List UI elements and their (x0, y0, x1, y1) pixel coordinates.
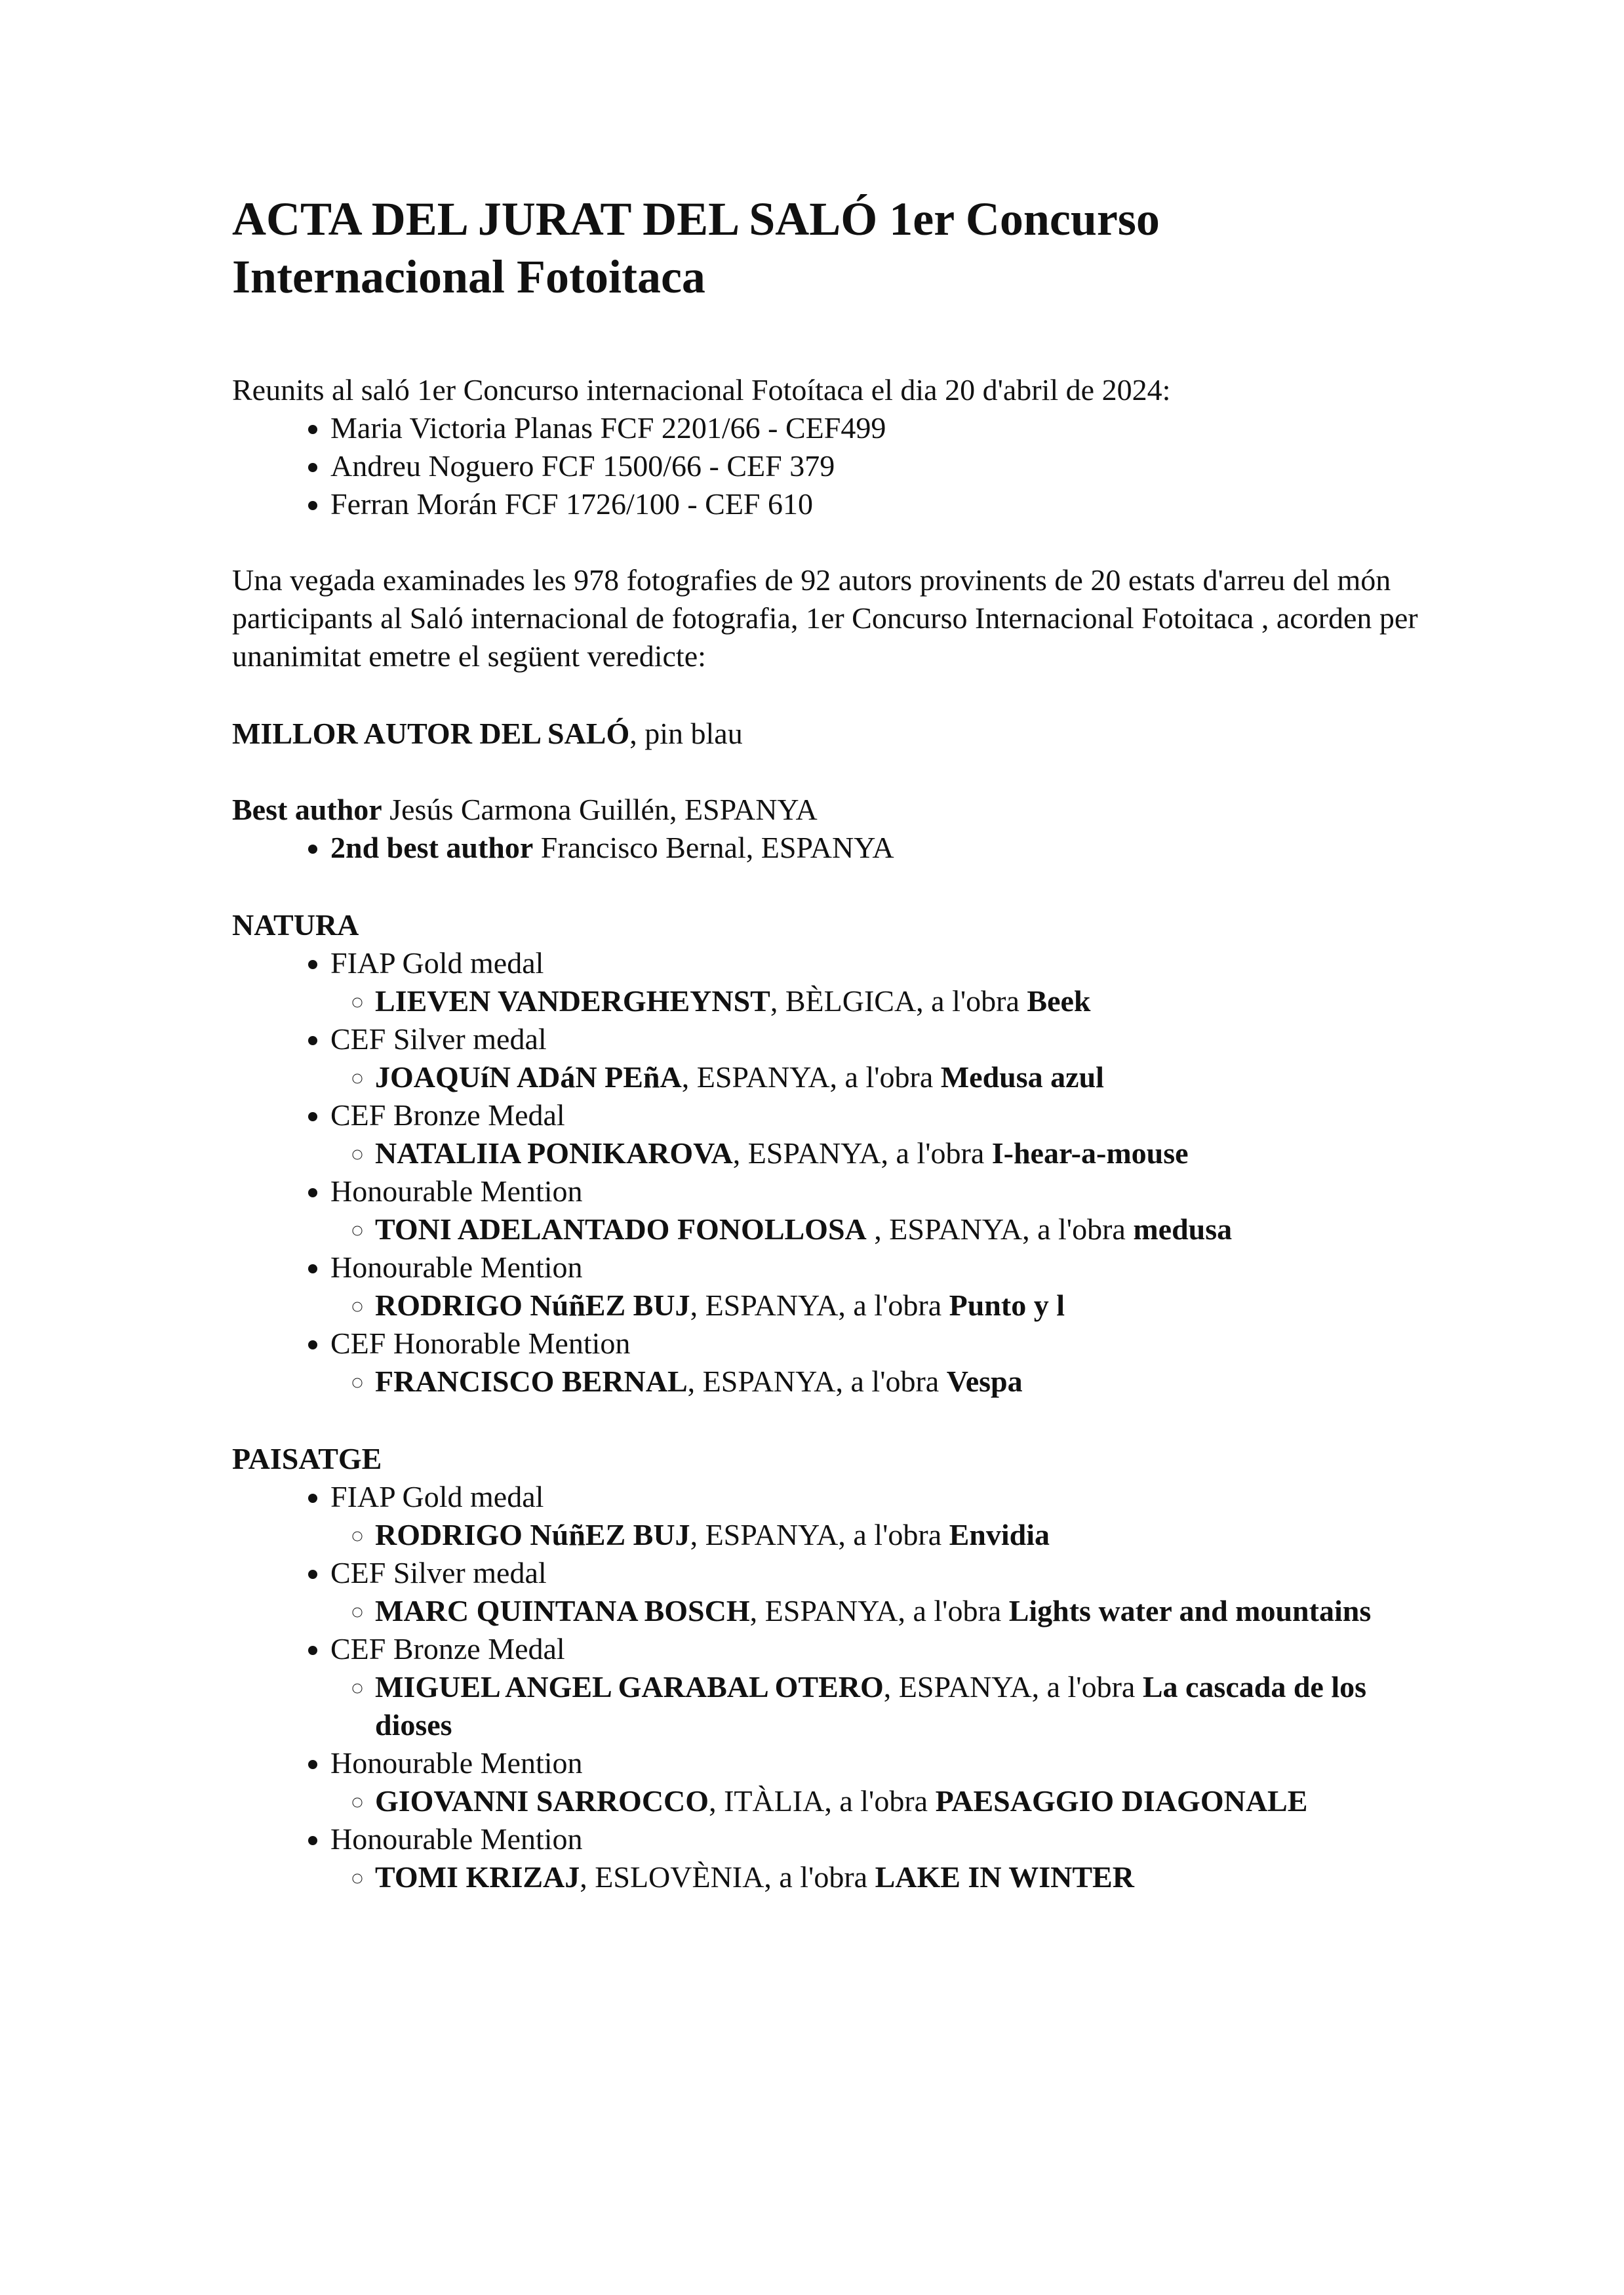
award-list (232, 944, 1438, 1401)
winner-list (330, 1592, 1438, 1630)
award-category: Honourable Mention (330, 1174, 583, 1208)
winner-country: , ESPANYA, a l'obra (866, 1212, 1134, 1246)
award-item (330, 1020, 1438, 1096)
winner-entry (375, 1363, 1438, 1401)
award-sections (232, 906, 1438, 1896)
award-list (232, 1478, 1438, 1896)
award-item (330, 1820, 1438, 1896)
winner-country: , BÈLGICA, a l'obra (770, 984, 1027, 1018)
best-author-line (232, 791, 1438, 829)
winner-entry (375, 1668, 1438, 1744)
jury-list (232, 409, 1438, 523)
winner-entry (375, 982, 1438, 1020)
winner-country: , ESPANYA, a l'obra (687, 1365, 947, 1398)
winner-work-title: Beek (1027, 984, 1091, 1018)
best-author-label: Best author (232, 793, 382, 826)
award-item (330, 1478, 1438, 1554)
winner-entry (375, 1134, 1438, 1172)
winner-author: RODRIGO NúñEZ BUJ (375, 1288, 690, 1322)
winner-author: MIGUEL ANGEL GARABAL OTERO (375, 1670, 884, 1704)
winner-author: TONI ADELANTADO FONOLLOSA (375, 1212, 867, 1246)
winner-work-title: Envidia (949, 1518, 1050, 1551)
award-category: Honourable Mention (330, 1746, 583, 1780)
winner-author: JOAQUíN ADáN PEñA (375, 1060, 682, 1094)
section-title: PAISATGE (232, 1442, 382, 1475)
winner-list (330, 1058, 1438, 1096)
best-author-heading-bold: MILLOR AUTOR DEL SALÓ (232, 717, 630, 750)
winner-country: , ESPANYA, a l'obra (732, 1136, 992, 1170)
examination-paragraph: Una vegada examinades les 978 fotografies de 92 autors provinents de 20 estats d'arreu del món participants al Saló internacional de fotografia, 1er Concurso Internacional Fotoitaca , acorden per unanimitat emetre el següent veredicte: (232, 563, 1418, 673)
winner-entry (375, 1058, 1438, 1096)
award-item (330, 1248, 1438, 1325)
winner-entry (375, 1210, 1438, 1248)
second-author-line (330, 829, 1438, 867)
winner-list (330, 1516, 1438, 1554)
award-item (330, 1554, 1438, 1630)
award-item (330, 1744, 1438, 1820)
document-title: ACTA DEL JURAT DEL SALÓ 1er Concurso Internacional Fotoitaca (232, 193, 1160, 303)
award-category: FIAP Gold medal (330, 946, 544, 980)
best-author-heading (232, 715, 1438, 753)
document-content (232, 190, 1438, 1896)
winner-work-title: PAESAGGIO DIAGONALE (935, 1784, 1308, 1818)
winner-author: TOMI KRIZAJ (375, 1860, 580, 1894)
winner-author: LIEVEN VANDERGHEYNST (375, 984, 770, 1018)
winner-author: GIOVANNI SARROCCO (375, 1784, 709, 1818)
second-author-list (232, 829, 1438, 867)
winner-work-title: Vespa (946, 1365, 1023, 1398)
winner-entry (375, 1592, 1438, 1630)
best-author-heading-rest: , pin blau (629, 717, 743, 750)
second-author-label: 2nd best author (330, 831, 534, 864)
winner-work-title: medusa (1133, 1212, 1233, 1246)
winner-list (330, 1287, 1438, 1325)
award-item (330, 1630, 1438, 1744)
jury-member: • Andreu Noguero FCF 1500/66 - CEF 379 (330, 447, 1438, 485)
section-title: NATURA (232, 908, 359, 942)
award-category: CEF Bronze Medal (330, 1098, 565, 1132)
winner-country: , ESLOVÈNIA, a l'obra (580, 1860, 875, 1894)
award-item (330, 1325, 1438, 1401)
winner-author: NATALIIA PONIKAROVA (375, 1136, 733, 1170)
winner-work-title: Punto y l (949, 1288, 1065, 1322)
winner-work-title: LAKE IN WINTER (875, 1860, 1134, 1894)
award-category: CEF Bronze Medal (330, 1632, 565, 1666)
award-category: Honourable Mention (330, 1822, 583, 1856)
winner-list (330, 1363, 1438, 1401)
intro-paragraph: Reunits al saló 1er Concurso internacional Fotoítaca el dia 20 d'abril de 2024: (232, 373, 1171, 407)
winner-work-title: I-hear-a-mouse (991, 1136, 1189, 1170)
winner-country: , ESPANYA, a l'obra (681, 1060, 941, 1094)
winner-country: , ESPANYA, a l'obra (690, 1288, 949, 1322)
winner-list (330, 982, 1438, 1020)
award-category: CEF Silver medal (330, 1022, 547, 1056)
winner-country: , ESPANYA, a l'obra (883, 1670, 1143, 1704)
winner-entry (375, 1516, 1438, 1554)
winner-work-title: Lights water and mountains (1008, 1594, 1372, 1627)
award-category: FIAP Gold medal (330, 1480, 544, 1513)
winner-entry (375, 1287, 1438, 1325)
award-item (330, 1096, 1438, 1172)
best-author-name: Jesús Carmona Guillén, ESPANYA (382, 793, 818, 826)
award-category: Honourable Mention (330, 1250, 583, 1284)
winner-list (330, 1134, 1438, 1172)
award-item (330, 944, 1438, 1020)
second-author-name: Francisco Bernal, ESPANYA (533, 831, 894, 864)
jury-member: • Ferran Morán FCF 1726/100 - CEF 610 (330, 485, 1438, 523)
winner-country: , ITÀLIA, a l'obra (709, 1784, 936, 1818)
winner-work-title: Medusa azul (940, 1060, 1104, 1094)
award-category: CEF Silver medal (330, 1556, 547, 1589)
winner-list (330, 1210, 1438, 1248)
winner-author: MARC QUINTANA BOSCH (375, 1594, 750, 1627)
winner-list (330, 1668, 1438, 1744)
winner-country: , ESPANYA, a l'obra (749, 1594, 1009, 1627)
winner-work-title: La cascada de los dioses (375, 1670, 1367, 1742)
winner-entry (375, 1858, 1438, 1896)
winner-country: , ESPANYA, a l'obra (690, 1518, 949, 1551)
winner-list (330, 1782, 1438, 1820)
winner-author: FRANCISCO BERNAL (375, 1365, 688, 1398)
award-item (330, 1172, 1438, 1248)
winner-entry (375, 1782, 1438, 1820)
award-category: CEF Honorable Mention (330, 1327, 631, 1360)
jury-member: • Maria Victoria Planas FCF 2201/66 - CEF499 (330, 409, 1438, 447)
winner-list (330, 1858, 1438, 1896)
winner-author: RODRIGO NúñEZ BUJ (375, 1518, 690, 1551)
